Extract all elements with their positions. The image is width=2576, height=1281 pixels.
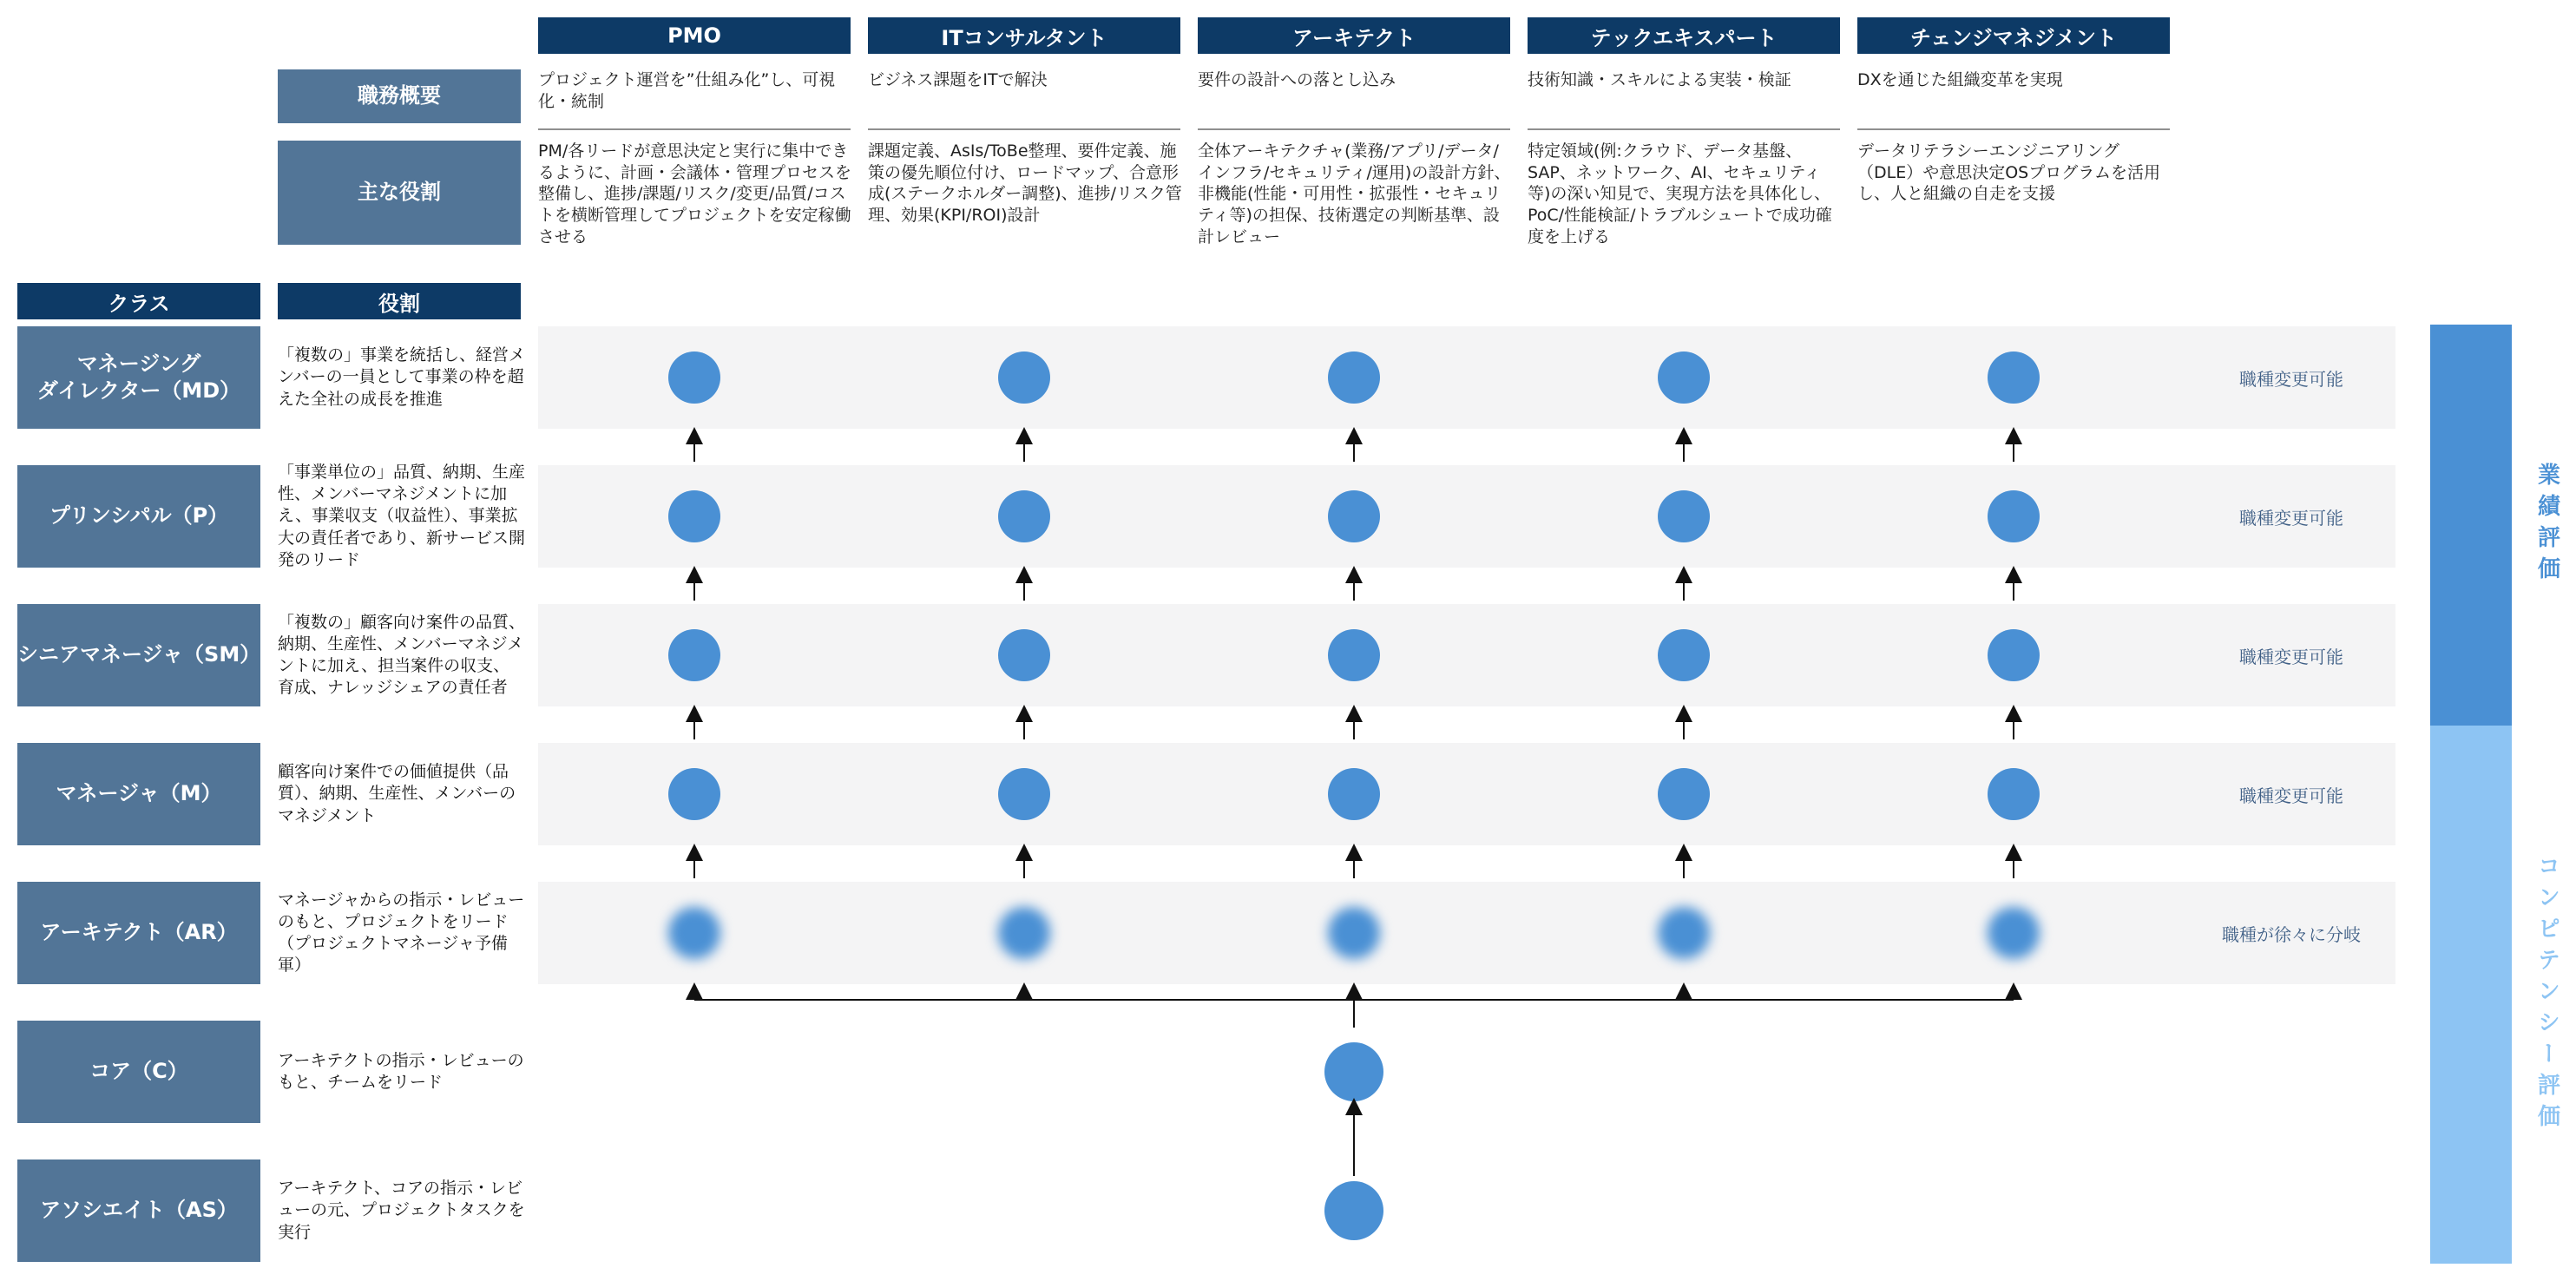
role-it-consultant: 課題定義、AsIs/ToBe整理、要件定義、施策の優先順位付け、ロードマップ、合意形成(ステークホルダー調整)、進捗/リスク管理、効果(KPI/ROI)設計 xyxy=(868,141,1182,226)
class-name: アーキテクト（AR） xyxy=(17,882,260,984)
column-header-change-management: チェンジマネジメント xyxy=(1857,17,2170,54)
row-note: 職種変更可能 xyxy=(2239,368,2343,390)
performance-bar xyxy=(2430,325,2512,726)
column-header-pmo: PMO xyxy=(538,17,851,54)
overview-pmo: プロジェクト運営を”仕組み化”し、可視化・統制 xyxy=(538,69,851,130)
class-duty: 顧客向け案件での価値提供（品質）、納期、生産性、メンバーのマネジメント xyxy=(278,762,516,825)
row-note: 職種変更可能 xyxy=(2239,646,2343,667)
competency-evaluation-label: コンピテンシー評価 xyxy=(2533,854,2560,1135)
class-name: マネージャ（M） xyxy=(17,743,260,845)
class-duty: 「事業単位の」品質、納期、生産性、メンバーマネジメントに加え、事業収支（収益性）、事業拡大の責任者であり、新サービス開発のリード xyxy=(278,463,526,569)
role-architect: 全体アーキテクチャ(業務/アプリ/データ/インフラ/セキュリティ/運用)の設計方針、非機能(性能・可用性・拡張性・セキュリティ等)の担保、技術選定の判断基準、設計レビュー xyxy=(1198,141,1511,246)
role-pmo: PM/各リードが意思決定と実行に集中できるように、計画・会議体・管理プロセスを整備し、進捗/課題/リスク/変更/品質/コストを横断管理してプロジェクトを安定稼働させる xyxy=(538,141,852,246)
row-note: 職種変更可能 xyxy=(2239,507,2343,529)
class-duty: マネージャからの指示・レビューのもと、プロジェクトをリード（プロジェクトマネージャ予備軍） xyxy=(278,890,525,976)
column-header-architect: アーキテクト xyxy=(1198,17,1510,54)
row-note: 職種が徐々に分岐 xyxy=(2222,923,2361,945)
class-name: コア（C） xyxy=(17,1021,260,1123)
class-name: マネージング ダイレクター（MD） xyxy=(17,326,260,429)
class-name: プリンシパル（P） xyxy=(17,465,260,568)
overview-architect: 要件の設計への落とし込み xyxy=(1198,69,1510,130)
competency-bar xyxy=(2430,726,2512,1264)
main-role-label: 主な役割 xyxy=(278,141,521,245)
class-name: アソシエイト（AS） xyxy=(17,1159,260,1262)
column-header-tech-expert: テックエキスパート xyxy=(1528,17,1840,54)
row-note: 職種変更可能 xyxy=(2239,785,2343,806)
overview-tech-expert: 技術知識・スキルによる実装・検証 xyxy=(1528,69,1840,130)
class-duty: 「複数の」顧客向け案件の品質、納期、生産性、メンバーマネジメントに加え、担当案件の収支、育成、ナレッジシェアの責任者 xyxy=(278,612,526,698)
performance-evaluation-label: 業績評価 xyxy=(2533,463,2560,588)
class-duty: アーキテクト、コアの指示・レビューの元、プロジェクトタスクを実行 xyxy=(278,1179,525,1242)
class-name: シニアマネージャ（SM） xyxy=(17,604,260,706)
overview-it-consultant: ビジネス課題をITで解決 xyxy=(868,69,1180,130)
class-header: クラス xyxy=(17,283,260,319)
role-change-management: データリテラシーエンジニアリング（DLE）や意思決定OSプログラムを活用し、人と組織の自走を支援 xyxy=(1857,141,2161,204)
overview-change-management: DXを通じた組織変革を実現 xyxy=(1857,69,2170,130)
class-duty: 「複数の」事業を統括し、経営メンバーの一員として事業の枠を超えた全社の成長を推進 xyxy=(278,345,526,409)
duty-header: 役割 xyxy=(278,283,521,319)
role-tech-expert: 特定領域(例:クラウド、データ基盤、SAP、ネットワーク、AI、セキュリティ等)の深い知見で、実現方法を具体化し、PoC/性能検証/トラブルシュートで成功確度を上げる xyxy=(1528,141,1832,246)
overview-label: 職務概要 xyxy=(278,69,521,123)
class-duty: アーキテクトの指示・レビューのもと、チームをリード xyxy=(278,1050,524,1092)
column-header-it-consultant: ITコンサルタント xyxy=(868,17,1180,54)
